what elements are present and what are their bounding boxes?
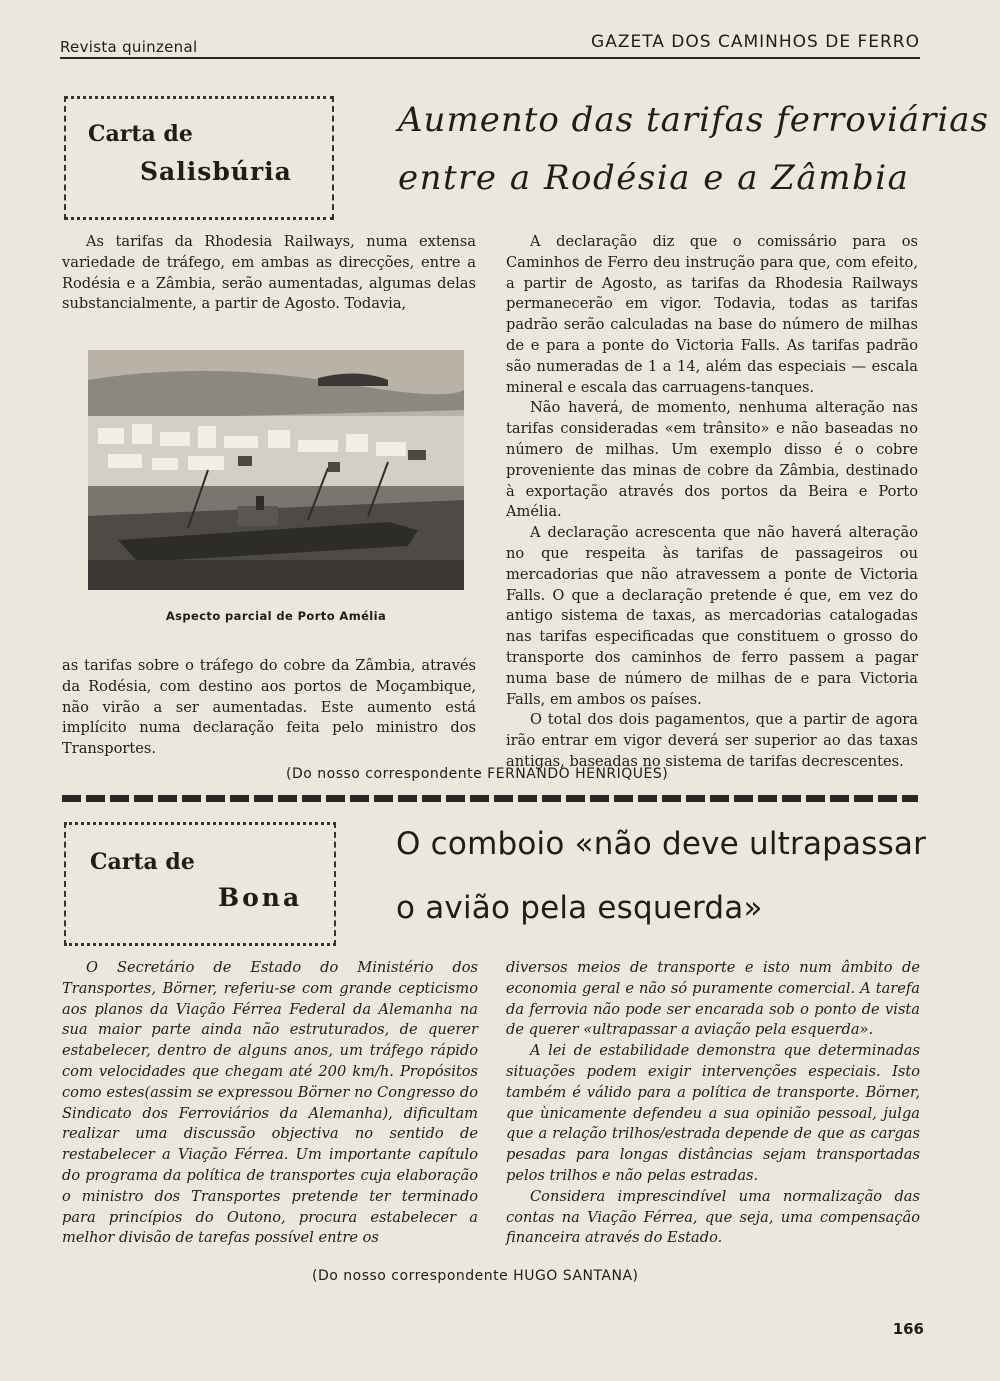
port-photo — [88, 350, 464, 590]
paragraph: Considera imprescindível uma normalização das contas na Viação Férrea, que seja, uma compensação financeira através do Estado. — [506, 1187, 920, 1247]
section-box-salisburia — [64, 96, 334, 220]
paragraph: O Secretário de Estado do Ministério dos Transportes, Börner, referiu-se com grande cepticismo aos planos da Viação Férrea Federal da Alemanha na sua maior parte ainda não estruturados, de querer estabelecer, dentro de alguns anos, um tráfego rápido com velocidades que chegam até 200 km/h. Propósitos como estes(assim se expressou Börner no Congresso do Sindicato dos Ferroviários da Alemanha), dificultam realizar uma discussão objectiva no sentido de restabelecer a Viação Férrea. Um importante capítulo do programa da política de transportes cuja elaboração o ministro dos Transportes pretende ter terminado para princípios do Outono, procura estabelecer a melhor divisão de tarefas possível entre os — [62, 959, 478, 1247]
article-title-line1: O comboio «não deve ultrapassar — [396, 826, 927, 862]
article2-right-column — [506, 958, 920, 1249]
article-right-column — [506, 232, 918, 773]
article-left-bottom — [62, 656, 476, 760]
section-separator — [62, 795, 918, 802]
correspondent-credit: (Do nosso correspondente HUGO SANTANA) — [312, 1268, 639, 1284]
journal-frequency: Revista quinzenal — [60, 38, 198, 56]
header-rule — [60, 57, 920, 59]
article2-left-column — [62, 958, 478, 1249]
page-number: 166 — [892, 1320, 924, 1338]
paragraph: diversos meios de transporte e isto num âmbito de economia geral e não só puramente comercial. A tarefa da ferrovia não pode ser encarada sob o ponto de vista de querer «ultrapassar a aviação pela esquerda». — [506, 959, 920, 1039]
article-title-line2: entre a Rodésia e a Zâmbia — [398, 158, 910, 198]
section-box-line1: Carta de — [88, 121, 193, 147]
section-box-bona — [64, 822, 336, 946]
running-header — [60, 30, 920, 58]
section-box-line1: Carta de — [90, 849, 195, 875]
paragraph: O total dos dois pagamentos, que a partir de agora irão entrar em vigor deverá ser superior ao das taxas antigas, baseadas no sistema de tarifas decrescentes. — [506, 711, 918, 770]
paragraph: A declaração diz que o comissário para os Caminhos de Ferro deu instrução para que, com efeito, a partir de Agosto, as tarifas da Rhodesia Railways permanecerão em vigor. Todavia, todas as tarifas padrão serão calculadas na base do número de milhas de e para a ponte do Victoria Falls. As tarifas padrão são numeradas de 1 a 14, além das especiais — escala mineral e escala das carruagens-tanques. — [506, 233, 918, 396]
journal-title: GAZETA DOS CAMINHOS DE FERRO — [591, 32, 920, 52]
paragraph: Não haverá, de momento, nenhuma alteração nas tarifas consideradas «em trânsito» e não baseadas no número de milhas. Um exemplo disso é o cobre proveniente das minas de cobre da Zâmbia, destinado à exportação através dos portos da Beira e Porto Amélia. — [506, 399, 918, 521]
section-box-line2: Salisbúria — [140, 157, 292, 186]
paragraph: As tarifas da Rhodesia Railways, numa extensa variedade de tráfego, em ambas as direcções, entre a Rodésia e a Zâmbia, serão aumentadas, algumas delas substancialmente, a partir de Agosto. Todavia, — [62, 233, 476, 313]
section-box-line2: Bona — [218, 883, 303, 912]
paragraph: as tarifas sobre o tráfego do cobre da Zâmbia, através da Rodésia, com destino aos portos de Moçambique, não virão a ser aumentadas. Este aumento está implícito numa declaração feita pelo ministro dos Transportes. — [62, 657, 476, 758]
paragraph: A lei de estabilidade demonstra que determinadas situações podem exigir intervenções especiais. Isto também é válido para a política de transporte. Börner, que ùnicamente defendeu a sua opinião pessoal, julga que a relação trilhos/estrada depende de que as cargas pesadas para longas distâncias sejam transportadas pelos trilhos e não pelas estradas. — [506, 1042, 920, 1184]
paragraph: A declaração acrescenta que não haverá alteração no que respeita às tarifas de passageiros ou mercadorias que não atravessem a ponte de Victoria Falls. O que a declaração pretende é que, em vez do antigo sistema de taxas, as mercadorias catalogadas nas tarifas especificadas que constituem o grosso do transporte dos caminhos de ferro passem a pagar numa base de número de milhas de e para Victoria Falls, em ambos os países. — [506, 524, 918, 708]
article-left-top — [62, 232, 476, 315]
port-photo-illustration — [88, 350, 464, 590]
article-title-line2: o avião pela esquerda» — [396, 890, 763, 926]
article-title-line1: Aumento das tarifas ferroviárias — [398, 100, 989, 140]
photo-caption: Aspecto parcial de Porto Amélia — [165, 609, 387, 623]
correspondent-credit: (Do nosso correspondente FERNANDO HENRIQUES) — [286, 766, 669, 782]
